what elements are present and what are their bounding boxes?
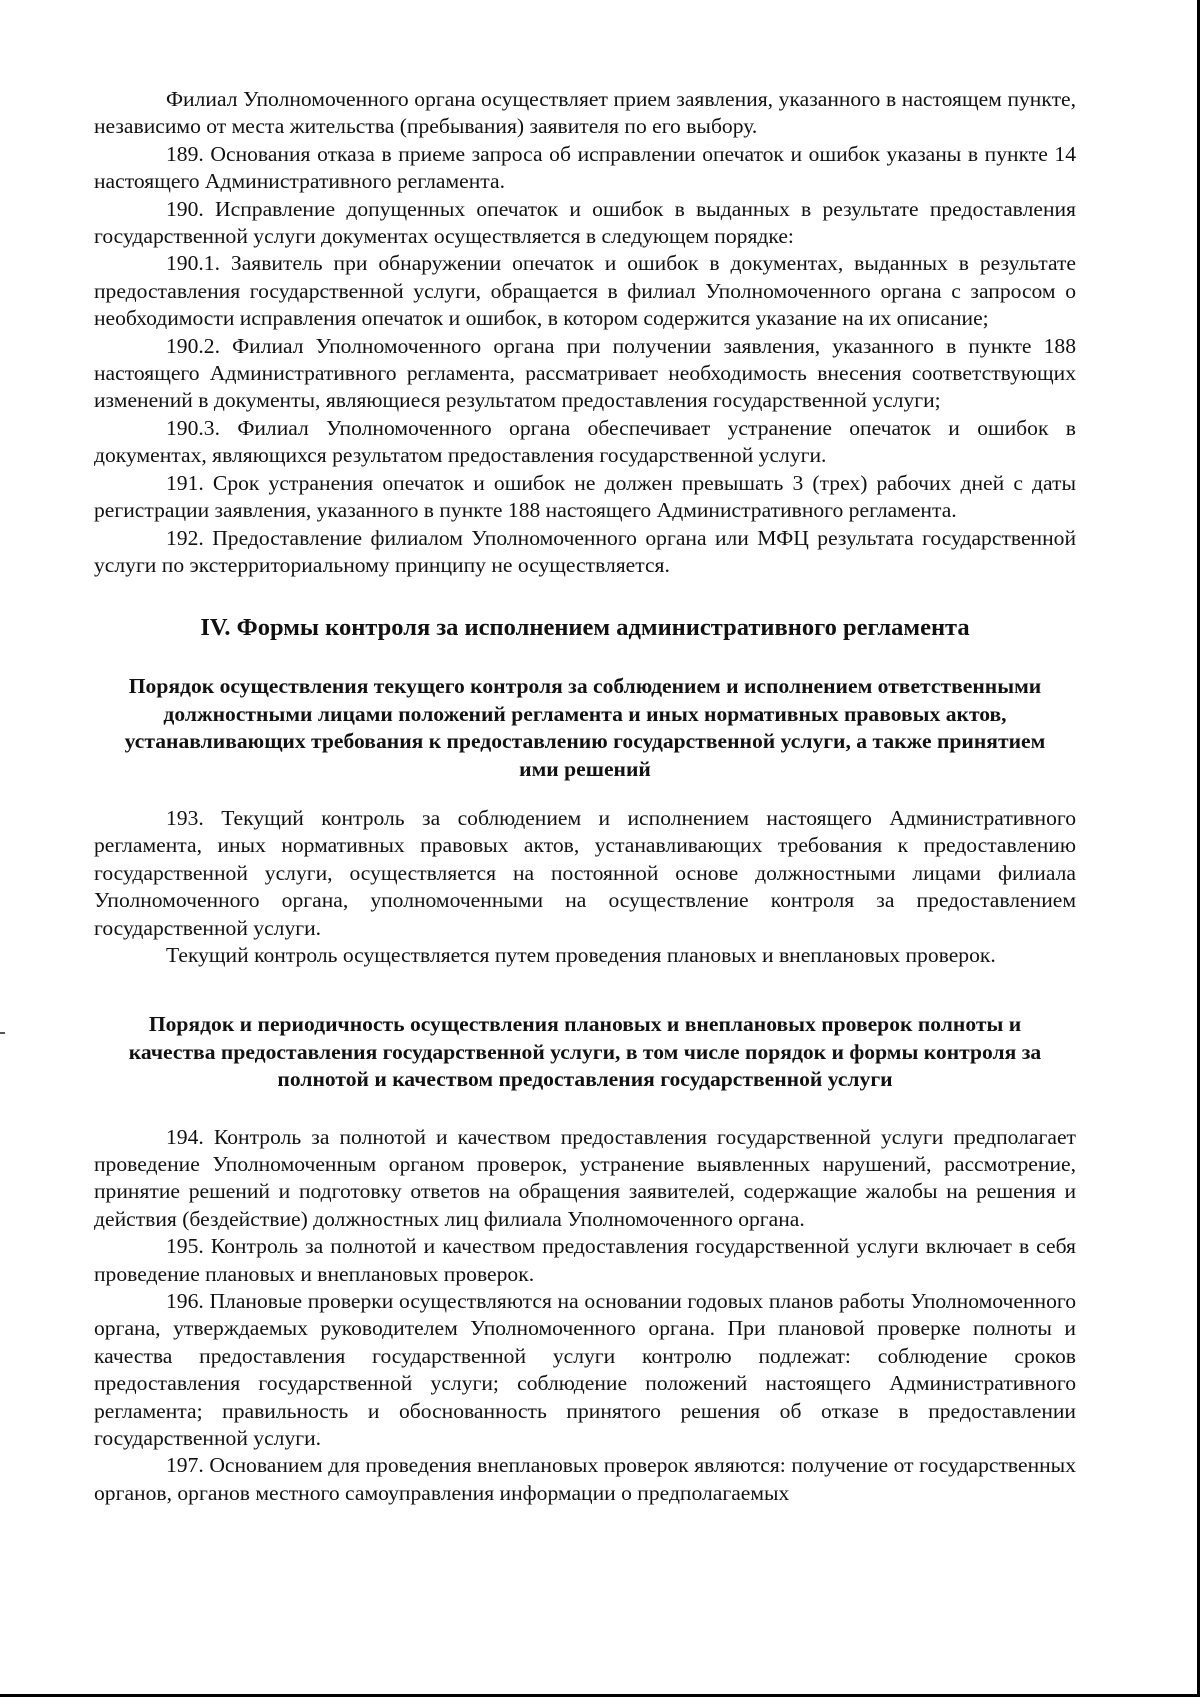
scan-margin-mark: [0, 1032, 5, 1034]
section-heading-current-control: Порядок осуществления текущего контроля за соблюдением и исполнением ответственными должностными лицами положений регламента и иных нормативных правовых актов, устанавливающих требования к предоставлению государственной услуги, а также принятием ими решений: [124, 674, 1046, 781]
paragraph-188-continuation: Филиал Уполномоченного органа осуществляет прием заявления, указанного в настоящем пункте, независимо от места жительства (пребывания) заявителя по его выбору.: [94, 87, 1076, 139]
paragraph-190-3: 190.3. Филиал Уполномоченного органа обеспечивает устранение опечаток и ошибок в документах, являющихся результатом предоставления государственной услуги.: [94, 415, 1076, 468]
paragraph-192: 192. Предоставление филиалом Уполномоченного органа или МФЦ результата государственной услуги по экстерриториальному принципу не осуществляется.: [94, 525, 1076, 577]
paragraph-196: 196. Плановые проверки осуществляются на основании годовых планов работы Уполномоченного органа, утверждаемых руководителем Уполномоченного органа. При плановой проверке полноты и качества предоставления государственной услуги контролю подлежат: соблюдение сроков предоставления государственной услуги; соблюдение положений настоящего Административного регламента; правильность и обоснованность принятого решения об отказе в предоставлении государственной услуги.: [94, 1289, 1076, 1451]
paragraph-191: 191. Срок устранения опечаток и ошибок не должен превышать 3 (трех) рабочих дней с даты регистрации заявления, указанного в пункте 188 настоящего Административного регламента.: [94, 470, 1076, 523]
paragraph-current-control-method: Текущий контроль осуществляется путем проведения плановых и внеплановых проверок.: [166, 942, 996, 967]
section-heading-inspections: Порядок и периодичность осуществления плановых и внеплановых проверок полноты и качества предоставления государственной услуги, в том числе порядок и формы контроля за полнотой и качеством предоставления государственной услуги: [128, 1012, 1042, 1092]
paragraph-190: 190. Исправление допущенных опечаток и ошибок в выданных в результате предоставления государственной услуги документах осуществляется в следующем порядке:: [94, 196, 1076, 249]
paragraph-189: 189. Основания отказа в приеме запроса об исправлении опечаток и ошибок указаны в пункте 14 настоящего Административного регламента.: [94, 141, 1076, 194]
paragraph-197: 197. Основанием для проведения внеплановых проверок являются: получение от государственных органов, органов местного самоуправления информации о предполагаемых: [94, 1453, 1076, 1505]
chapter-title: IV. Формы контроля за исполнением административного регламента: [200, 614, 970, 642]
document-body: [94, 86, 1076, 1507]
paragraph-193: 193. Текущий контроль за соблюдением и исполнением настоящего Административного регламента, иных нормативных правовых актов, устанавливающих требования к предоставлению государственной услуги, осуществляется на постоянной основе должностными лицами филиала Уполномоченного органа, уполномоченными на осуществление контроля за предоставлением государственной услуги.: [94, 805, 1076, 940]
paragraph-195: 195. Контроль за полнотой и качеством предоставления государственной услуги включает в себя проведение плановых и внеплановых проверок.: [94, 1234, 1076, 1286]
paragraph-194: 194. Контроль за полнотой и качеством предоставления государственной услуги предполагает проведение Уполномоченным органом проверок, устранение выявленных нарушений, рассмотрение, принятие решений и подготовку ответов на обращения заявителей, содержащие жалобы на решения и действия (бездействие) должностных лиц филиала Уполномоченного органа.: [94, 1124, 1076, 1231]
paragraph-190-2: 190.2. Филиал Уполномоченного органа при получении заявления, указанного в пункте 188 настоящего Административного регламента, рассматривает необходимость внесения соответствующих изменений в документы, являющиеся результатом предоставления государственной услуги;: [94, 333, 1076, 413]
paragraph-190-1: 190.1. Заявитель при обнаружении опечаток и ошибок в документах, выданных в результате предоставления государственной услуги, обращается в филиал Уполномоченного органа с запросом о необходимости исправления опечаток и ошибок, в котором содержится указание на их описание;: [94, 251, 1076, 331]
